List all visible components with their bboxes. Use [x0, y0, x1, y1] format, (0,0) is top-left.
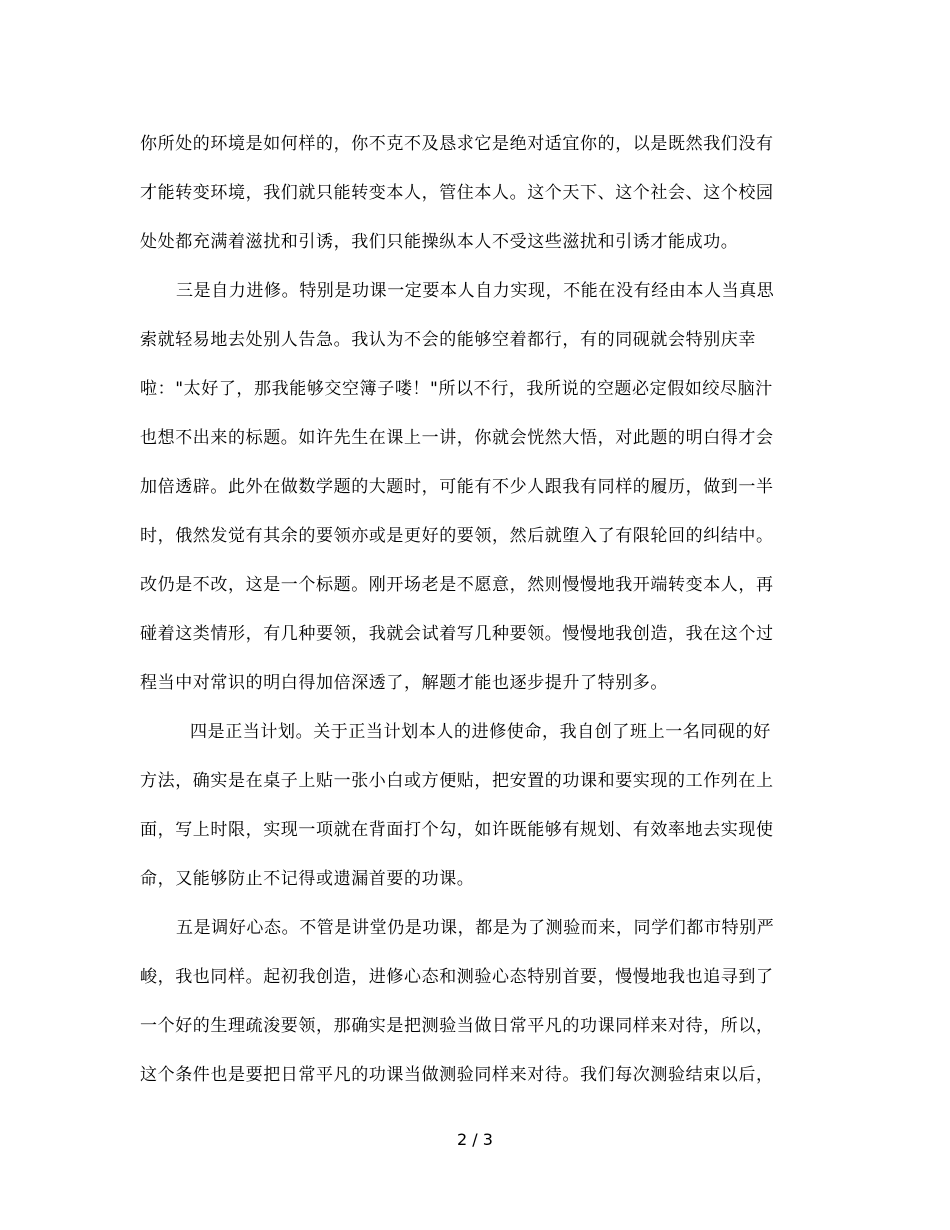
- text-line: 峻，我也同样。起初我创造，进修心态和测验心态特别首要，慢慢地我也追寻到了: [140, 967, 774, 987]
- text-line: 碰着这类情形，有几种要领，我就会试着写几种要领。慢慢地我创造，我在这个过: [140, 624, 774, 644]
- text-line: 改仍是不改，这是一个标题。刚开场老是不愿意，然则慢慢地我开端转变本人，再: [140, 575, 774, 595]
- text-line: 也想不出来的标题。如许先生在课上一讲，你就会恍然大悟，对此题的明白得才会: [140, 428, 774, 448]
- text-line: 你所处的环境是如何样的，你不克不及恳求它是绝对适宜你的，以是既然我们没有: [140, 134, 774, 154]
- text-line: 五是调好心态。不管是讲堂仍是功课，都是为了测验而来，同学们都市特别严: [176, 918, 775, 938]
- text-line: 程当中对常识的明白得加倍深透了，解题才能也逐步提升了特别多。: [140, 673, 668, 693]
- text-line: 处处都充满着滋扰和引诱，我们只能操纵本人不受这些滋扰和引诱才能成功。: [140, 232, 739, 252]
- text-line: 四是正当计划。关于正当计划本人的进修使命，我自创了班上一名同砚的好: [190, 722, 771, 742]
- text-line: 方法，确实是在桌子上贴一张小白或方便贴，把安置的功课和要实现的工作列在上: [140, 771, 774, 791]
- text-line: 啦："太好了，那我能够交空簿子喽！"所以不行，我所说的空题必定假如绞尽脑汁: [140, 379, 773, 399]
- text-line: 一个好的生理疏浚要领，那确实是把测验当做日常平凡的功课同样来对待，所以，: [140, 1016, 774, 1036]
- text-line: 三是自力进修。特别是功课一定要本人自力实现，不能在没有经由本人当真思: [176, 281, 775, 301]
- text-line: 索就轻易地去处别人告急。我认为不会的能够空着都行，有的同砚就会特别庆幸: [140, 330, 756, 350]
- text-line: 时，俄然发觉有其余的要领亦或是更好的要领，然后就堕入了有限轮回的纠结中。: [140, 526, 774, 546]
- text-line: 这个条件也是要把日常平凡的功课当做测验同样来对待。我们每次测验结束以后，: [140, 1065, 774, 1085]
- page-number: 2 / 3: [457, 1130, 493, 1149]
- text-line: 加倍透辟。此外在做数学题的大题时，可能有不少人跟我有同样的履历，做到一半: [140, 477, 774, 497]
- text-line: 命，又能够防止不记得或遗漏首要的功课。: [140, 869, 475, 889]
- text-line: 面，写上时限，实现一项就在背面打个勾，如许既能够有规划、有效率地去实现使: [140, 820, 774, 840]
- text-line: 才能转变环境，我们就只能转变本人，管住本人。这个天下、这个社会、这个校园: [140, 183, 774, 203]
